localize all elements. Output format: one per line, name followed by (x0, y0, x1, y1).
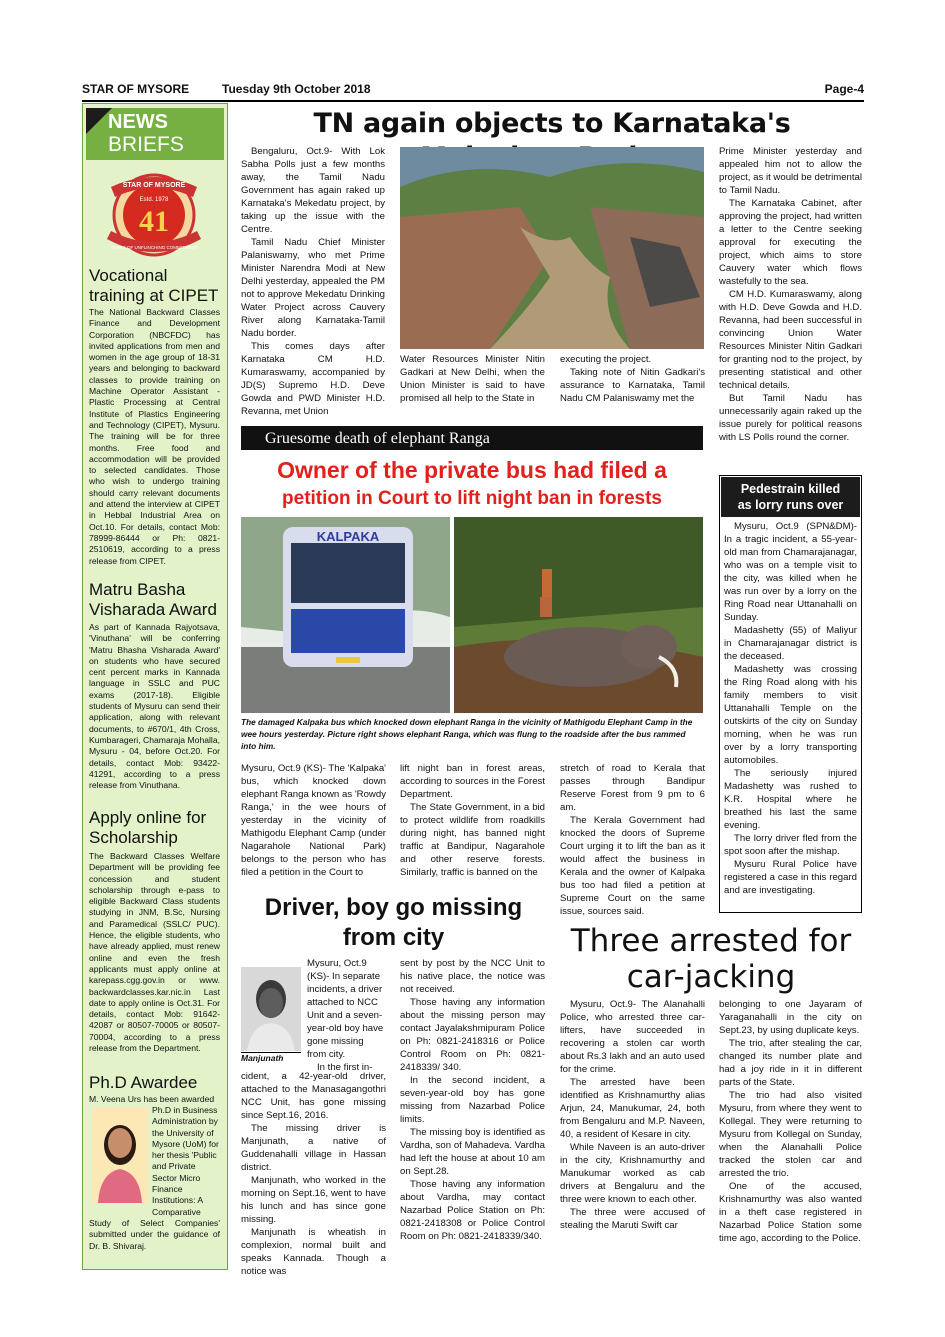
carjacking-headline-1: Three arrested for (570, 923, 852, 959)
ranga-banner (241, 426, 703, 450)
brief-title-matru: Matru Basha Visharada Award (89, 580, 217, 619)
missing-col1 (241, 1070, 386, 1278)
carjacking-col2-p2: The trio, after stealing the car, changed its number plate and had a joy ride in it in different parts of the State. (719, 1038, 862, 1088)
news-briefs-line1: NEWS (108, 111, 168, 133)
dead-elephant-photo (454, 517, 703, 713)
missing-side-p2: In the first in- (317, 1062, 373, 1073)
missing-col2-p5: Those having any information about Vardha, may contact Nazarbad Police Station on Ph: 0821-2418308 or Police Control Room on Ph: 0821-2418339/340. (400, 1179, 545, 1242)
ranga-col3 (560, 762, 705, 918)
brief-title-cipet: Vocational training at CIPET (89, 266, 219, 305)
mekedatu-headline: TN again objects to Karnataka's (313, 108, 791, 139)
mekedatu-col1-p3: This comes days after Karnataka CM H.D. Kumaraswamy, accompanied by JD(S) Supremo H.D. Deve Gowda and PWD Minister H.D. Revanna, met Union (241, 341, 385, 417)
ranga-col2-p2: The State Government, in a bid to protect wildlife from roadkills during night, has banned night traffic at Bandipur, Nagarahole and other reserve forests. Similarly, traffic is banned on the (400, 802, 545, 878)
manjunath-caption: Manjunath (241, 1052, 301, 1063)
missing-side-p1: Mysuru, Oct.9 (KS)- In separate incidents, a driver attached to NCC Unit and a seven-year-old boy have gone missing from city. (307, 958, 384, 1060)
issue-date: Tuesday 9th October 2018 (222, 82, 371, 96)
mekedatu-col1-p2: Tamil Nadu Chief Minister Palaniswamy, who met Prime Minister Narendra Modi at New Delhi yesterday, appealed the PM not to approve Mekedatu Drinking Water Project across Cauvery River along Karnataka-Tamil Nadu border. (241, 237, 385, 339)
logo-top-text: STAR OF MYSORE (122, 182, 186, 189)
manjunath-photo (241, 967, 301, 1051)
anniversary-logo (93, 167, 215, 265)
mekedatu-river-photo (400, 147, 704, 349)
mekedatu-col1 (241, 145, 385, 418)
carjacking-headline-2: car-jacking (626, 959, 796, 995)
carjacking-col2-p1: belonging to one Jayaram of Yaraganahalli in the city on Sept.23, by using duplicate keys. (719, 999, 862, 1036)
pedestrian-p5: The lorry driver fled from the spot soon after the mishap. (724, 833, 857, 857)
ranga-col3-p1: stretch of road to Kerala that passes through Bandipur Reserve Forest from 9 pm to 6 am. (560, 763, 705, 813)
carjacking-col2-p3: The trio had also visited Mysuru, from where they went to Kollegal. They were returning to Mysuru from Kollegal on Sunday, when the Alanahalli Police tracked the stolen car and arrested the trio. (719, 1090, 862, 1179)
ranga-col2 (400, 762, 545, 879)
missing-col1-p2: The missing driver is Manjunath, a native of Guddenahalli village in Hassan district. (241, 1123, 386, 1173)
missing-col2-p2: Those having any information about the missing person may contact Jayalakshmipuram Police on Ph: 0821-2418316 or Police Control Room on Ph: 0821-2418339/ 340. (400, 997, 545, 1073)
ranga-banner-text: Gruesome death of elephant Ranga (265, 430, 490, 447)
pedestrian-p1: Mysuru, Oct.9 (SPN&DM)- In a tragic incident, a 55-year-old man from Chamarajanagar, who was on a temple visit to the city, was killed when he was run over by a lorry on the Ring Road near Uttanahalli on Sunday. (724, 521, 857, 623)
brief-body-phd-top: M. Veena Urs has been awarded (89, 1094, 215, 1104)
missing-col2-p4: The missing boy is identified as Vardha, son of Mahadeva. Vardha had left the house at about 10 am on Sept.28. (400, 1127, 545, 1177)
mekedatu-col4-p2: The Karnataka Cabinet, after approving the project, had written a letter to the Centre seeking approval for executing the project, which aims to store Cauvery water which flows wastefully to the sea. (719, 198, 862, 287)
pedestrian-p3: Madashetty was crossing the Ring Road along with his family members to visit Uttanahalli Temple on the outskirts of the city on Sunday morning, when he was run over by a lorry transporting automobiles. (724, 664, 857, 766)
missing-headline-1: Driver, boy go missing (264, 894, 523, 921)
pedestrian-headline-2: as lorry runs over (737, 498, 844, 512)
pedestrian-headline (721, 477, 860, 517)
carjacking-col2-p4: One of the accused, Krishnamurthy was also wanted in a theft case registered in Nazarbad Police Station some time ago, according to the Police. (719, 1181, 862, 1244)
missing-col1-p1: cident, a 42-year-old driver, attached to the Manasagangothri NCC Unit, has gone missing since Sept.16, 2016. (241, 1071, 386, 1121)
mekedatu-col4-p3: CM H.D. Kumaraswamy, along with H.D. Deve Gowda and H.D. Revanna, had been successful in convincing Union Water Resources Minister Nitin Gadkari for granting nod to the project, by presenting statistical and other technical details. (719, 289, 862, 391)
brief-body-matru: As part of Kannada Rajyotsava, 'Vinuthana' will be conferring 'Matru Bhasha Visharada Award' on students who have secured cent percent marks in Kannada language in SSLC and PUC exams (2017-18). Eligible students of Mysuru can send their application, along with relevant documents, to #670/1, 4th Cross, Kumbarageri, Chamaraja Mohalla, Mysuru - 04, before Oct.20. For details, contact Mob: 93422-41291, according to a press release from Vinuthana. (89, 622, 220, 791)
brief-body-scholarship: The Backward Classes Welfare Department will be providing fee concession and student scholarship through e-pass to eligible Backward Class students studying in JNM, B.Sc, Nursing and Paramedical (SSLC/ PUC). Hence, the eligible students, who have already applied, must renew online and even the fresh applicants must apply online at karepass.cgg.gov.in or www. backwardclasses.kar.nic.in Last date to apply online is Oct.31. For details, contact Mob: 91642-42087 or 80507-70005 or 80507-70004, according to a press release from the Department. (89, 851, 220, 1054)
mekedatu-col4-p1: Prime Minister yesterday and appealed him not to allow the project, as it would be detrimental to Tamil Nadu. (719, 146, 862, 196)
pedestrian-headline-1: Pedestrain killed (740, 482, 841, 496)
ranga-col1 (241, 762, 386, 879)
brief-body-cipet: The National Backward Classes Finance and Development Corporation (NBCFDC) has invited applications from men and women in the age group of 18-31 years and belonging to backward classes to provide training on Machine Operator Assistant - Plastic Processing at Central Institute of Plastics Engineering and Technology (CIPET), Mysuru. The training will be for three months. Free food and accommodation will be provided to selected candidates. Those who wish to undergo training should carry relevant documents and attend the interview at CIPET in Hebbal Industrial Area on Oct.10. For details, contact Mob: 78999-86444 or Ph: 0821-2510619, according to a press release from CIPET. (89, 307, 220, 566)
ranga-headline-2: petition in Court to lift night ban in forests (282, 488, 662, 509)
news-briefs-title (86, 108, 224, 160)
mekedatu-col4 (719, 145, 862, 444)
pedestrian-p4: The seriously injured Madashetty was rushed to K.R. Hospital where he breathed his last the same evening. (724, 768, 857, 831)
missing-col1-side (307, 957, 385, 1074)
mekedatu-col3-p2: Taking note of Nitin Gadkari's assurance to Karnataka, Tamil Nadu CM Palaniswamy met the (560, 367, 705, 404)
damaged-bus-photo (241, 517, 450, 713)
ranga-col1-p1: Mysuru, Oct.9 (KS)- The 'Kalpaka' bus, which knocked down elephant Ranga known as 'Rowdy Ranga,' in the wee hours of yesterday in the vicinity of Mathigodu Elephant Camp (under Nagarahole National Park) belongs to the person who has filed a petition in the Court to (241, 763, 386, 878)
carjacking-col1-p1: Mysuru, Oct.9- The Alanahalli Police, who arrested three car-lifters, have succeeded in recovering a stolen car worth about Rs.3 lakh and an auto used for the crime. (560, 999, 705, 1075)
ranga-headline-1: Owner of the private bus had filed a (277, 457, 667, 483)
brief-body-phd-side: Ph.D in Business Administration by the University of Mysore (UoM) for her thesis 'Public and Private Sector Micro Finance Institutions: A Comparative (152, 1105, 219, 1217)
brief-title-scholarship: Apply online for Scholarship (89, 808, 207, 847)
pedestrian-body (724, 520, 857, 897)
bus-name-text: KALPAKA (316, 529, 380, 544)
mekedatu-col4-p4: But Tamil Nadu has unnecessarily again raked up the issue purely for political reasons with LS Polls round the corner. (719, 393, 862, 443)
missing-col2-p1: sent by post by the NCC Unit to his native place, the notice was not received. (400, 958, 545, 995)
news-briefs-line2: BRIEFS (108, 133, 184, 156)
carjacking-col1-p3: While Naveen is an auto-driver in the city, Krishnamurthy and Manukumar worked as cab drivers at Bengaluru and the three were known to each other. (560, 1142, 705, 1205)
ranga-col3-p2: The Kerala Government had knocked the doors of Supreme Court urging it to lift the ban as it would affect the business in Kerala and the owner of Kalpaka bus too had filed a petition at Supreme Court on the same issue, sources said. (560, 815, 705, 917)
carjacking-col1 (560, 998, 705, 1232)
logo-number: 41 (139, 205, 169, 238)
carjacking-col2 (719, 998, 862, 1245)
page-header (82, 78, 864, 102)
pedestrian-p6: Mysuru Rural Police have registered a case in this regard and are investigating. (724, 859, 857, 896)
page-number: Page-4 (824, 82, 864, 96)
carjacking-col1-p4: The three were accused of stealing the Maruti Swift car (560, 1207, 705, 1231)
ranga-col2-p1: lift night ban in forest areas, according to sources in the Forest Department. (400, 763, 545, 800)
mekedatu-col2 (400, 353, 545, 405)
pedestrian-p2: Madashetty (55) of Maliyur in Chamarajanagar district is the deceased. (724, 625, 857, 662)
carjacking-col1-p2: The arrested have been identified as Krishnamurthy alias Arjun, 24, Manukumar, 24, both from Bengaluru and M.P. Naveen, 40, a resident of Kesare in city. (560, 1077, 705, 1140)
missing-col2-p3: In the second incident, a seven-year-old boy has gone missing from Nazarbad Police limits. (400, 1075, 545, 1125)
paper-name: STAR OF MYSORE (82, 82, 190, 96)
missing-col1-p3: Manjunath, who worked in the morning on Sept.16, went to have his lunch and has since gone missing. (241, 1175, 386, 1225)
ranga-photo-caption: The damaged Kalpaka bus which knocked down elephant Ranga in the vicinity of Mathigodu Elephant Camp in the wee hours yesterday. Picture right shows elephant Ranga, which was flung to the roadside after the bus rammed into him. (241, 717, 693, 751)
mekedatu-col1-p1: Bengaluru, Oct.9- With Lok Sabha Polls just a few months away, the Tamil Nadu Government has again raked up Karnataka's Mekedatu project, by taking up the issue with the Centre. (241, 146, 385, 235)
logo-est: Estd. 1978 (139, 197, 169, 203)
mekedatu-col2-p1: Water Resources Minister Nitin Gadkari at New Delhi, when the Union Minister is said to have promised all help to the State in (400, 354, 545, 404)
mekedatu-col3 (560, 353, 705, 405)
missing-headline-2: from city (342, 924, 445, 951)
missing-col1-p4: Manjunath is wheatish in complexion, normal built and speaks Kannada. Though a notice was (241, 1227, 386, 1277)
brief-title-phd: Ph.D Awardee (89, 1073, 198, 1092)
brief-body-phd-bottom: Study of Select Companies' submitted under the guidance of Dr. B. Shivaraj. (89, 1218, 220, 1251)
mekedatu-col3-p1: executing the project. (560, 354, 652, 365)
missing-col2 (400, 957, 545, 1243)
phd-awardee-photo (92, 1107, 148, 1203)
logo-tagline: YEARS OF UNFLINCHING COMMITMENT (110, 245, 198, 250)
